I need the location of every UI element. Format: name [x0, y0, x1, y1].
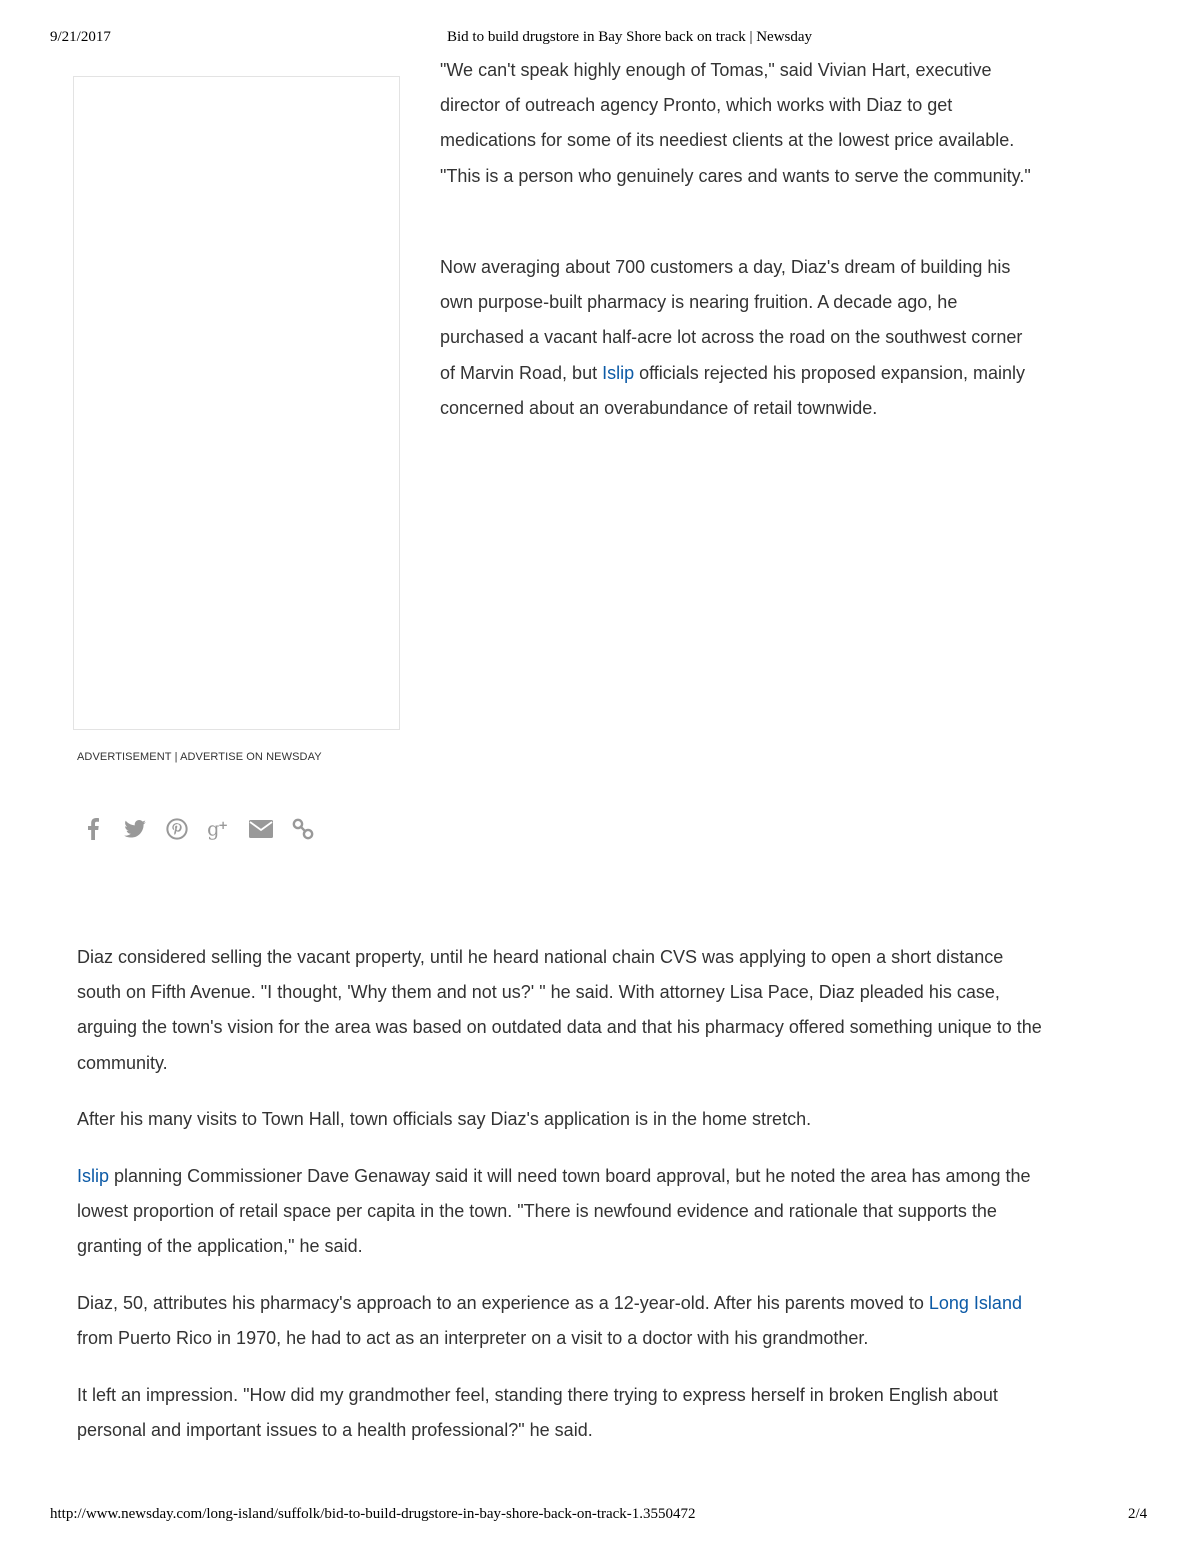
article-paragraph: "We can't speak highly enough of Tomas," said Vivian Hart, executive director of outreach agency Pronto, which works with Diaz to get medications for some of its neediest clients at the lowest price available. "This is a person who genuinely cares and wants to serve the community." — [440, 60, 1031, 186]
paragraph-text: officials rejected his proposed expansion, mainly concerned about an overabundance of retail townwide. — [440, 362, 1025, 418]
print-url: http://www.newsday.com/long-island/suffolk/bid-to-build-drugstore-in-bay-shore-back-on-track-1.3550472 — [50, 1506, 696, 1522]
print-page-number: 2/4 — [1128, 1506, 1148, 1522]
paragraph-text: Diaz, 50, attributes his pharmacy's approach to an experience as a 12-year-old. After his parents moved to — [77, 1293, 929, 1313]
article-paragraph — [440, 250, 1040, 426]
advertisement-label[interactable]: ADVERTISEMENT | ADVERTISE ON NEWSDAY — [77, 751, 322, 763]
islip-link[interactable]: Islip — [602, 362, 635, 383]
link-icon[interactable] — [290, 813, 316, 845]
svg-text:+: + — [218, 818, 229, 832]
share-bar — [80, 813, 332, 845]
islip-link[interactable]: Islip — [77, 1166, 110, 1186]
facebook-icon[interactable] — [80, 813, 106, 845]
article-paragraph: Diaz considered selling the vacant property, until he heard national chain CVS was applying to open a short distance south on Fifth Avenue. "I thought, 'Why them and not us?' " he said. With attorney Lisa Pace, Diaz pleaded his case, arguing the town's vision for the area was based on outdated data and that his pharmacy offered something unique to the community. — [77, 947, 1042, 1073]
email-icon[interactable] — [248, 813, 274, 845]
article-paragraph: After his many visits to Town Hall, town officials say Diaz's application is in the home stretch. — [77, 1109, 812, 1129]
print-date: 9/21/2017 — [50, 29, 111, 45]
print-page-title: Bid to build drugstore in Bay Shore back on track | Newsday — [447, 29, 813, 45]
long-island-link[interactable]: Long Island — [928, 1293, 1022, 1313]
paragraph-text: from Puerto Rico in 1970, he had to act as an interpreter on a visit to a doctor with his grandmother. — [77, 1328, 869, 1349]
advertisement-box[interactable] — [73, 76, 400, 730]
twitter-icon[interactable] — [122, 813, 148, 845]
paragraph-text: Now averaging about 700 customers a day, Diaz's dream of building his own purpose-built pharmacy is nearing fruition. A decade ago, he purchased a vacant half-acre lot across the road on the southwest corner of Marvin Road, but — [440, 257, 1023, 383]
pinterest-icon[interactable] — [164, 813, 190, 845]
article-paragraph — [77, 1286, 1042, 1356]
article-paragraph: It left an impression. "How did my grandmother feel, standing there trying to express herself in broken English about personal and important issues to a health professional?" he said. — [77, 1385, 998, 1441]
article-paragraph — [77, 1159, 1042, 1265]
google-plus-icon[interactable] — [206, 813, 232, 845]
paragraph-text: planning Commissioner Dave Genaway said it will need town board approval, but he noted the area has among the lowest proportion of retail space per capita in the town. "There is newfound evidence and rationale that supports the granting of the application," he said. — [77, 1166, 1031, 1257]
svg-text:g: g — [207, 818, 220, 840]
